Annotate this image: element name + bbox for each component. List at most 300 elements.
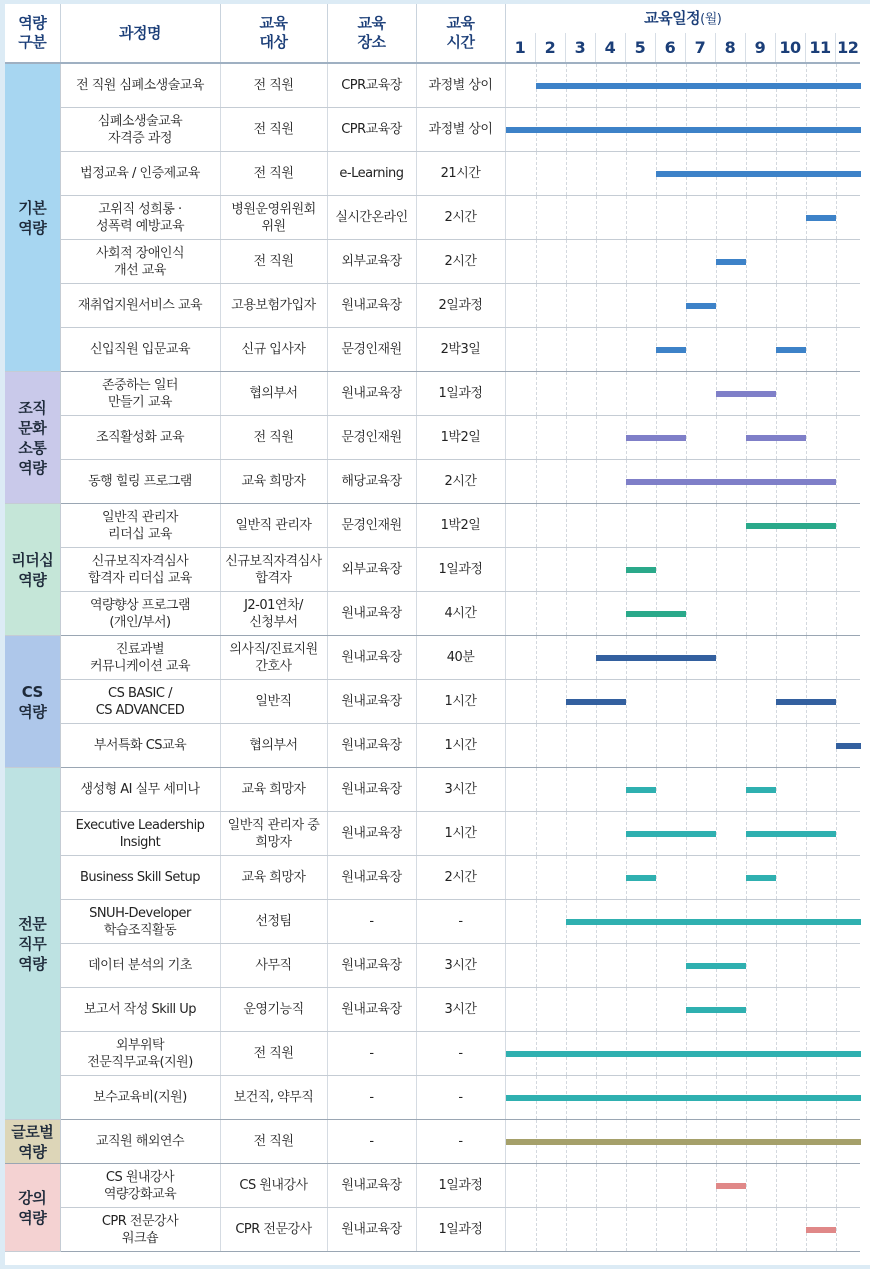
schedule-bar — [626, 611, 686, 617]
month-gridline — [626, 724, 627, 767]
month-gridline — [806, 724, 807, 767]
schedule-cell — [505, 1208, 860, 1252]
schedule-grid — [506, 504, 861, 547]
month-gridline — [596, 592, 597, 635]
schedule-cell — [505, 284, 860, 328]
place-cell: - — [327, 1120, 416, 1164]
month-gridline — [656, 1164, 657, 1207]
table-row — [5, 196, 860, 240]
place-cell: CPR교육장 — [327, 63, 416, 108]
table-row — [5, 460, 860, 504]
target-cell: 협의부서 — [220, 724, 327, 768]
month-gridline — [686, 724, 687, 767]
target-cell: 전 직원 — [220, 152, 327, 196]
month-gridline — [746, 680, 747, 723]
schedule-grid — [506, 240, 861, 283]
place-cell: 원내교육장 — [327, 944, 416, 988]
schedule-bar — [746, 875, 776, 881]
schedule-bar — [806, 1227, 836, 1233]
month-gridline — [746, 240, 747, 283]
place-cell: 문경인재원 — [327, 328, 416, 372]
schedule-grid — [506, 416, 861, 459]
schedule-bar — [746, 831, 836, 837]
month-gridline — [536, 460, 537, 503]
table-row — [5, 988, 860, 1032]
month-gridline — [566, 284, 567, 327]
schedule-grid — [506, 460, 861, 503]
month-gridline — [536, 856, 537, 899]
month-gridline — [566, 1164, 567, 1207]
month-gridline — [596, 812, 597, 855]
header-course-name: 과정명 — [60, 4, 220, 63]
month-gridline — [536, 372, 537, 415]
place-cell: - — [327, 900, 416, 944]
target-cell: 전 직원 — [220, 240, 327, 284]
header-month-5: 5 — [625, 33, 655, 63]
schedule-grid — [506, 768, 861, 811]
month-gridline — [836, 856, 837, 899]
header-schedule — [505, 4, 860, 33]
place-cell: - — [327, 1032, 416, 1076]
month-gridline — [686, 196, 687, 239]
month-gridline — [536, 152, 537, 195]
schedule-bar — [656, 171, 861, 177]
schedule-cell — [505, 416, 860, 460]
month-gridline — [836, 768, 837, 811]
month-gridline — [716, 768, 717, 811]
schedule-bar — [686, 1007, 746, 1013]
schedule-bar — [656, 347, 686, 353]
header-month-11: 11 — [805, 33, 835, 63]
month-gridline — [626, 196, 627, 239]
place-cell: 원내교육장 — [327, 988, 416, 1032]
time-cell: 1일과정 — [416, 1164, 505, 1208]
time-cell: 1일과정 — [416, 372, 505, 416]
course-name-cell: 신입직원 입문교육 — [60, 328, 220, 372]
month-gridline — [536, 636, 537, 679]
course-name-cell: 심폐소생술교육 자격증 과정 — [60, 108, 220, 152]
schedule-cell — [505, 1120, 860, 1164]
schedule-cell — [505, 108, 860, 152]
course-name-cell: 생성형 AI 실무 세미나 — [60, 768, 220, 812]
month-gridline — [746, 636, 747, 679]
place-cell: 외부교육장 — [327, 240, 416, 284]
month-gridline — [596, 548, 597, 591]
schedule-cell — [505, 196, 860, 240]
table-row — [5, 548, 860, 592]
table-row — [5, 152, 860, 196]
header-target: 교육 대상 — [220, 4, 327, 63]
target-cell: 전 직원 — [220, 108, 327, 152]
month-gridline — [716, 680, 717, 723]
month-gridline — [566, 724, 567, 767]
month-gridline — [746, 988, 747, 1031]
table-row — [5, 1032, 860, 1076]
schedule-cell — [505, 988, 860, 1032]
schedule-bar — [626, 875, 656, 881]
header-month-10: 10 — [775, 33, 805, 63]
target-cell: 일반직 관리자 중 희망자 — [220, 812, 327, 856]
schedule-cell — [505, 1032, 860, 1076]
time-cell: 1시간 — [416, 724, 505, 768]
month-gridline — [596, 768, 597, 811]
month-gridline — [716, 636, 717, 679]
month-gridline — [596, 856, 597, 899]
month-gridline — [656, 680, 657, 723]
table-row — [5, 592, 860, 636]
table-row — [5, 284, 860, 328]
month-gridline — [566, 240, 567, 283]
month-gridline — [596, 284, 597, 327]
month-gridline — [656, 724, 657, 767]
month-gridline — [716, 196, 717, 239]
month-gridline — [626, 1164, 627, 1207]
month-gridline — [746, 1208, 747, 1251]
month-gridline — [836, 944, 837, 987]
schedule-grid — [506, 724, 861, 767]
month-gridline — [566, 328, 567, 371]
month-gridline — [626, 988, 627, 1031]
place-cell: 실시간온라인 — [327, 196, 416, 240]
header-month-2: 2 — [535, 33, 565, 63]
month-gridline — [536, 724, 537, 767]
month-gridline — [746, 196, 747, 239]
month-gridline — [566, 812, 567, 855]
training-schedule-table — [5, 4, 860, 1252]
category-cell: 조직 문화 소통 역량 — [5, 372, 60, 504]
month-gridline — [776, 196, 777, 239]
time-cell: 2시간 — [416, 856, 505, 900]
table-row — [5, 1208, 860, 1252]
course-name-cell: 역량향상 프로그램 (개인/부서) — [60, 592, 220, 636]
month-gridline — [596, 460, 597, 503]
course-name-cell: 외부위탁 전문직무교육(지원) — [60, 1032, 220, 1076]
month-gridline — [776, 988, 777, 1031]
month-gridline — [656, 988, 657, 1031]
month-gridline — [806, 548, 807, 591]
month-gridline — [776, 372, 777, 415]
place-cell: 원내교육장 — [327, 372, 416, 416]
month-gridline — [746, 548, 747, 591]
time-cell: 1시간 — [416, 680, 505, 724]
header-month-9: 9 — [745, 33, 775, 63]
month-gridline — [536, 548, 537, 591]
schedule-bar — [746, 787, 776, 793]
month-gridline — [536, 592, 537, 635]
time-cell: 21시간 — [416, 152, 505, 196]
schedule-bar — [686, 303, 716, 309]
month-gridline — [686, 504, 687, 547]
target-cell: 교육 희망자 — [220, 768, 327, 812]
month-gridline — [536, 944, 537, 987]
month-gridline — [566, 416, 567, 459]
schedule-cell — [505, 812, 860, 856]
month-gridline — [746, 592, 747, 635]
month-gridline — [746, 328, 747, 371]
course-name-cell: 조직활성화 교육 — [60, 416, 220, 460]
schedule-bar — [506, 1051, 861, 1057]
schedule-bar — [626, 567, 656, 573]
month-gridline — [776, 240, 777, 283]
place-cell: 문경인재원 — [327, 416, 416, 460]
month-gridline — [536, 1164, 537, 1207]
table-row — [5, 812, 860, 856]
course-name-cell: CS 원내강사 역량강화교육 — [60, 1164, 220, 1208]
schedule-bar — [746, 523, 836, 529]
header-place: 교육 장소 — [327, 4, 416, 63]
month-gridline — [566, 636, 567, 679]
header-month-12: 12 — [835, 33, 860, 63]
month-gridline — [836, 812, 837, 855]
month-gridline — [536, 680, 537, 723]
course-name-cell: 부서특화 CS교육 — [60, 724, 220, 768]
month-gridline — [656, 284, 657, 327]
schedule-bar — [536, 83, 861, 89]
schedule-grid — [506, 372, 861, 415]
month-gridline — [836, 284, 837, 327]
target-cell: 전 직원 — [220, 63, 327, 108]
header-schedule-unit: (월) — [700, 11, 722, 27]
schedule-grid — [506, 944, 861, 987]
category-cell: 글로벌 역량 — [5, 1120, 60, 1164]
month-gridline — [836, 240, 837, 283]
time-cell: 3시간 — [416, 988, 505, 1032]
month-gridline — [566, 548, 567, 591]
place-cell: 원내교육장 — [327, 1208, 416, 1252]
month-gridline — [686, 856, 687, 899]
month-gridline — [806, 768, 807, 811]
month-gridline — [566, 592, 567, 635]
month-gridline — [686, 416, 687, 459]
month-gridline — [596, 240, 597, 283]
month-gridline — [686, 372, 687, 415]
course-name-cell: 사회적 장애인식 개선 교육 — [60, 240, 220, 284]
table-row — [5, 768, 860, 812]
table-row — [5, 240, 860, 284]
table-row — [5, 944, 860, 988]
schedule-bar — [596, 655, 716, 661]
header-month-1: 1 — [505, 33, 535, 63]
month-gridline — [536, 768, 537, 811]
place-cell: 문경인재원 — [327, 504, 416, 548]
category-cell: 기본 역량 — [5, 63, 60, 372]
month-gridline — [596, 416, 597, 459]
month-gridline — [806, 240, 807, 283]
time-cell: 과정별 상이 — [416, 63, 505, 108]
target-cell: 교육 희망자 — [220, 856, 327, 900]
table-row — [5, 856, 860, 900]
table-row — [5, 504, 860, 548]
schedule-grid — [506, 1164, 861, 1207]
schedule-grid — [506, 1120, 861, 1163]
place-cell: e-Learning — [327, 152, 416, 196]
month-gridline — [536, 988, 537, 1031]
target-cell: 고용보험가입자 — [220, 284, 327, 328]
time-cell: 과정별 상이 — [416, 108, 505, 152]
month-gridline — [716, 724, 717, 767]
month-gridline — [566, 944, 567, 987]
course-name-cell: Business Skill Setup — [60, 856, 220, 900]
course-name-cell: 진료과별 커뮤니케이션 교육 — [60, 636, 220, 680]
month-gridline — [806, 988, 807, 1031]
month-gridline — [536, 416, 537, 459]
target-cell: 사무직 — [220, 944, 327, 988]
schedule-grid — [506, 108, 861, 151]
header-time: 교육 시간 — [416, 4, 505, 63]
header-category: 역량 구분 — [5, 4, 60, 63]
schedule-bar — [626, 479, 836, 485]
month-gridline — [806, 372, 807, 415]
month-gridline — [596, 944, 597, 987]
month-gridline — [626, 504, 627, 547]
schedule-cell — [505, 504, 860, 548]
course-name-cell: 보수교육비(지원) — [60, 1076, 220, 1120]
month-gridline — [566, 372, 567, 415]
header-month-3: 3 — [565, 33, 595, 63]
schedule-cell — [505, 592, 860, 636]
month-gridline — [776, 284, 777, 327]
course-name-cell: 데이터 분석의 기초 — [60, 944, 220, 988]
time-cell: 1일과정 — [416, 1208, 505, 1252]
month-gridline — [596, 1208, 597, 1251]
time-cell: 1일과정 — [416, 548, 505, 592]
month-gridline — [656, 856, 657, 899]
target-cell: 보건직, 약무직 — [220, 1076, 327, 1120]
month-gridline — [656, 944, 657, 987]
target-cell: 교육 희망자 — [220, 460, 327, 504]
time-cell: - — [416, 1076, 505, 1120]
schedule-cell — [505, 63, 860, 108]
schedule-cell — [505, 328, 860, 372]
header-month-8: 8 — [715, 33, 745, 63]
place-cell: 원내교육장 — [327, 592, 416, 636]
month-gridline — [746, 284, 747, 327]
month-gridline — [656, 768, 657, 811]
course-name-cell: CPR 전문강사 워크숍 — [60, 1208, 220, 1252]
schedule-bar — [506, 127, 861, 133]
target-cell: 의사직/진료지원 간호사 — [220, 636, 327, 680]
schedule-grid — [506, 548, 861, 591]
month-gridline — [596, 724, 597, 767]
schedule-bar — [506, 1095, 861, 1101]
month-gridline — [686, 1208, 687, 1251]
schedule-grid — [506, 900, 861, 943]
month-gridline — [656, 1208, 657, 1251]
month-gridline — [596, 372, 597, 415]
place-cell: 원내교육장 — [327, 284, 416, 328]
month-gridline — [656, 372, 657, 415]
schedule-cell — [505, 724, 860, 768]
month-gridline — [596, 196, 597, 239]
schedule-bar — [836, 743, 861, 749]
training-schedule-table-container — [5, 4, 870, 1265]
schedule-bar — [626, 435, 686, 441]
target-cell: 선정팀 — [220, 900, 327, 944]
place-cell: - — [327, 1076, 416, 1120]
month-gridline — [776, 636, 777, 679]
place-cell: 원내교육장 — [327, 856, 416, 900]
time-cell: 1시간 — [416, 812, 505, 856]
month-gridline — [536, 284, 537, 327]
schedule-cell — [505, 856, 860, 900]
month-gridline — [686, 680, 687, 723]
month-gridline — [746, 724, 747, 767]
schedule-cell — [505, 152, 860, 196]
time-cell: 40분 — [416, 636, 505, 680]
month-gridline — [596, 1164, 597, 1207]
month-gridline — [716, 812, 717, 855]
month-gridline — [536, 196, 537, 239]
time-cell: 2일과정 — [416, 284, 505, 328]
schedule-cell — [505, 240, 860, 284]
table-row — [5, 900, 860, 944]
course-name-cell: 일반직 관리자 리더십 교육 — [60, 504, 220, 548]
month-gridline — [806, 636, 807, 679]
place-cell: CPR교육장 — [327, 108, 416, 152]
time-cell: - — [416, 900, 505, 944]
month-gridline — [836, 372, 837, 415]
month-gridline — [626, 284, 627, 327]
course-name-cell: CS BASIC / CS ADVANCED — [60, 680, 220, 724]
place-cell: 원내교육장 — [327, 680, 416, 724]
table-row — [5, 680, 860, 724]
month-gridline — [656, 196, 657, 239]
header-month-7: 7 — [685, 33, 715, 63]
month-gridline — [596, 988, 597, 1031]
time-cell: 2시간 — [416, 240, 505, 284]
schedule-grid — [506, 152, 861, 195]
month-gridline — [536, 504, 537, 547]
target-cell: 전 직원 — [220, 1120, 327, 1164]
month-gridline — [806, 328, 807, 371]
table-row — [5, 372, 860, 416]
month-gridline — [596, 328, 597, 371]
month-gridline — [686, 1164, 687, 1207]
schedule-bar — [776, 347, 806, 353]
month-gridline — [716, 328, 717, 371]
course-name-cell: 법정교육 / 인증제교육 — [60, 152, 220, 196]
month-gridline — [596, 152, 597, 195]
place-cell: 해당교육장 — [327, 460, 416, 504]
month-gridline — [806, 416, 807, 459]
course-name-cell: 동행 힐링 프로그램 — [60, 460, 220, 504]
month-gridline — [716, 592, 717, 635]
table-row — [5, 108, 860, 152]
month-gridline — [716, 548, 717, 591]
schedule-grid — [506, 680, 861, 723]
month-gridline — [626, 328, 627, 371]
schedule-bar — [716, 391, 776, 397]
month-gridline — [596, 504, 597, 547]
category-cell: 리더십 역량 — [5, 504, 60, 636]
month-gridline — [656, 504, 657, 547]
month-gridline — [566, 152, 567, 195]
month-gridline — [836, 196, 837, 239]
schedule-grid — [506, 592, 861, 635]
month-gridline — [566, 768, 567, 811]
place-cell: 원내교육장 — [327, 724, 416, 768]
month-gridline — [566, 196, 567, 239]
time-cell: 2시간 — [416, 196, 505, 240]
table-row — [5, 328, 860, 372]
schedule-grid — [506, 1208, 861, 1251]
target-cell: 일반직 관리자 — [220, 504, 327, 548]
schedule-grid — [506, 1076, 861, 1119]
schedule-grid — [506, 1032, 861, 1075]
table-row — [5, 1164, 860, 1208]
month-gridline — [776, 724, 777, 767]
schedule-cell — [505, 944, 860, 988]
